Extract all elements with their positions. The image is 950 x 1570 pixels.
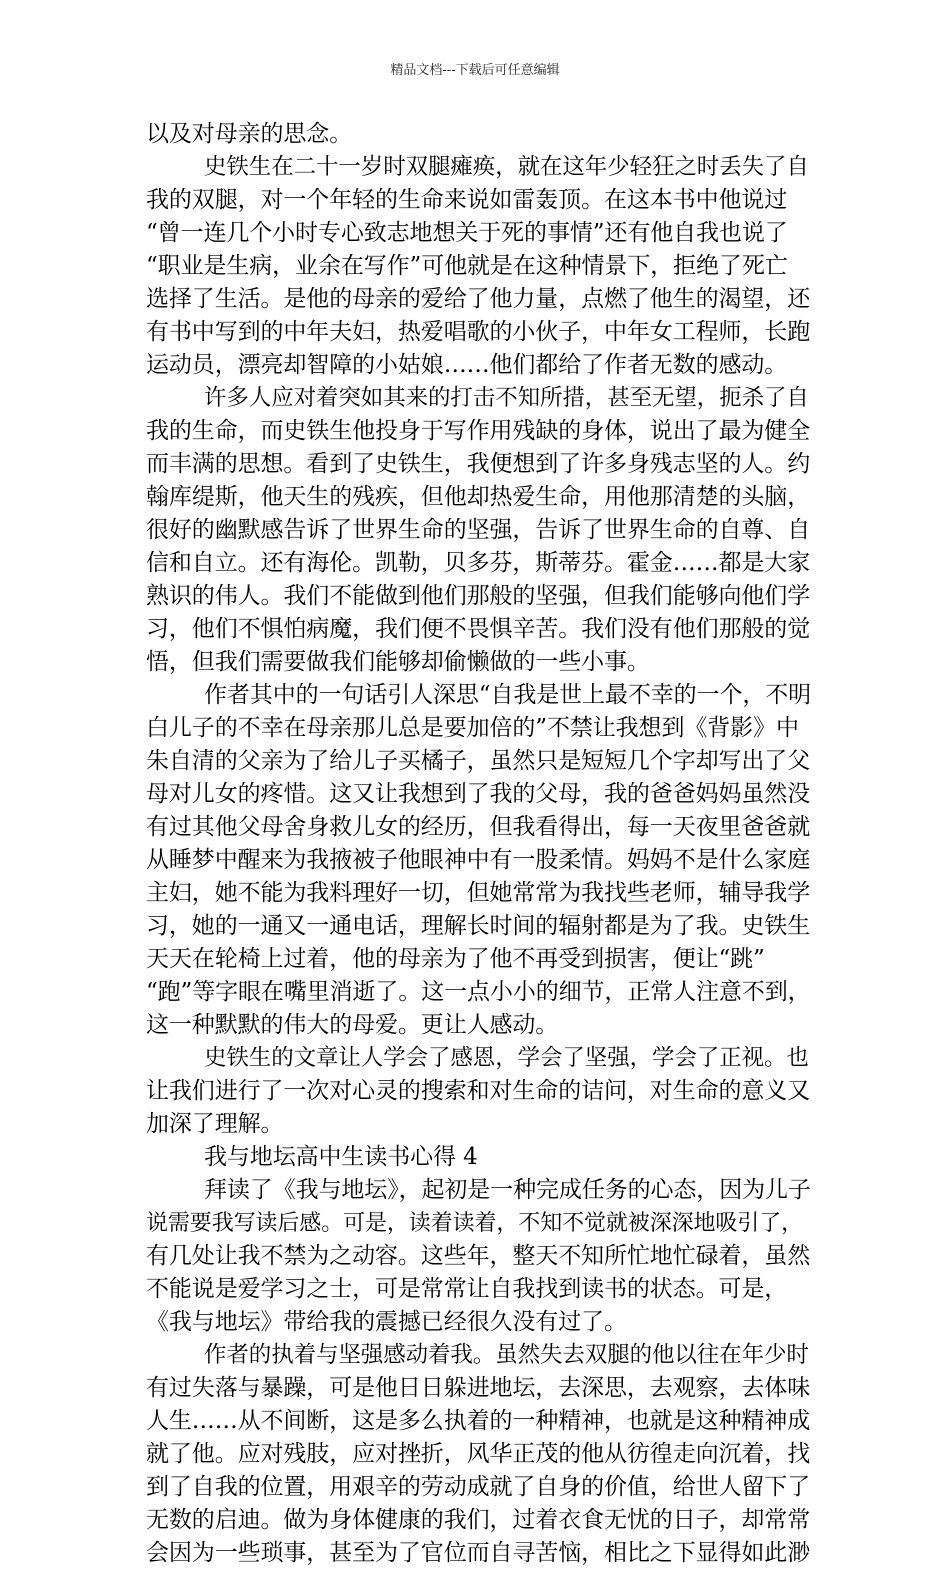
text-line: 天天在轮椅上过着，他的母亲为了他不再受到损害，便让“跳” — [146, 946, 765, 972]
text-line: 母对儿女的疼惜。这又让我想到了我的父母，我的爸爸妈妈虽然没 — [146, 781, 811, 807]
text-line: 翰库缇斯，他天生的残疾，但他却热爱生命，用他那清楚的头脑， — [146, 484, 811, 510]
text-line: 会因为一些琐事，甚至为了官位而自寻苦恼，相比之下显得如此渺 — [146, 1540, 811, 1566]
text-line: 朱自清的父亲为了给儿子买橘子，虽然只是短短几个字却写出了父 — [146, 748, 811, 774]
text-line: 就了他。应对残肢，应对挫折，风华正茂的他从彷徨走向沉着，找 — [146, 1441, 811, 1467]
text-line: 很好的幽默感告诉了世界生命的坚强，告诉了世界生命的自尊、自 — [146, 517, 811, 543]
text-line: “跑”等字眼在嘴里消逝了。这一点小小的细节，正常人注意不到， — [146, 979, 811, 1005]
text-line: 无数的启迪。做为身体健康的我们，过着衣食无忧的日子，却常常 — [146, 1507, 811, 1533]
text-line: 熟识的伟人。我们不能做到他们那般的坚强，但我们能够向他们学 — [146, 583, 811, 609]
text-line: 这一种默默的伟大的母爱。更让人感动。 — [146, 1012, 559, 1038]
text-line: 以及对母亲的思念。 — [146, 121, 353, 147]
text-line: 从睡梦中醒来为我掖被子他眼神中有一股柔情。妈妈不是什么家庭 — [146, 847, 811, 873]
text-line: 悟，但我们需要做我们能够却偷懒做的一些小事。 — [146, 649, 650, 675]
text-line: 习，她的一通又一通电话，理解长时间的辐射都是为了我。史铁生 — [146, 913, 811, 939]
text-line: 加深了理解。 — [146, 1111, 284, 1137]
page-header: 精品文档---下载后可任意编辑 — [390, 63, 560, 78]
text-line: 我的生命，而史铁生他投身于写作用残缺的身体，说出了最为健全 — [146, 418, 811, 444]
text-line: 我与地坛高中生读书心得 4 — [204, 1144, 478, 1170]
text-line: 有书中写到的中年夫妇，热爱唱歌的小伙子，中年女工程师，长跑 — [146, 319, 811, 345]
text-line: 习，他们不惧怕病魔，我们便不畏惧辛苦。我们没有他们那般的觉 — [146, 616, 811, 642]
text-line: 作者的执着与坚强感动着我。虽然失去双腿的他以往在年少时 — [204, 1342, 809, 1368]
text-line: 史铁生在二十一岁时双腿瘫痪，就在这年少轻狂之时丢失了自 — [204, 154, 809, 180]
text-line: 说需要我写读后感。可是，读着读着，不知不觉就被深深地吸引了， — [146, 1211, 804, 1236]
document-body — [146, 118, 816, 1570]
text-line: 有过失落与暴躁，可是他日日躲进地坛，去深思，去观察，去体味 — [146, 1375, 811, 1401]
text-line: 有过其他父母舍身救儿女的经历，但我看得出，每一天夜里爸爸就 — [146, 814, 811, 840]
text-line: 史铁生的文章让人学会了感恩，学会了坚强，学会了正视。也 — [204, 1045, 809, 1071]
text-line: 作者其中的一句话引人深思“自我是世上最不幸的一个，不明 — [204, 682, 812, 708]
text-line: 运动员，漂亮却智障的小姑娘……他们都给了作者无数的感动。 — [146, 352, 788, 378]
text-line: 许多人应对着突如其来的打击不知所措，甚至无望，扼杀了自 — [204, 385, 809, 411]
text-line: 主妇，她不能为我料理好一切，但她常常为我找些老师，辅导我学 — [146, 880, 811, 906]
text-line: 选择了生活。是他的母亲的爱给了他力量，点燃了他生的渴望，还 — [146, 286, 811, 312]
text-line: 不能说是爱学习之士，可是常常让自我找到读书的状态。可是， — [146, 1276, 788, 1302]
text-line: 白儿子的不幸在母亲那儿总是要加倍的”不禁让我想到《背影》中 — [146, 715, 799, 741]
text-line: “曾一连几个小时专心致志地想关于死的事情”还有他自我也说了 — [146, 220, 788, 246]
text-line: 到了自我的位置，用艰辛的劳动成就了自身的价值，给世人留下了 — [146, 1474, 811, 1500]
text-line: 信和自立。还有海伦。凯勒，贝多芬，斯蒂芬。霍金……都是大家 — [146, 550, 811, 576]
text-line: 有几处让我不禁为之动容。这些年，整天不知所忙地忙碌着，虽然 — [146, 1243, 811, 1269]
text-line: 《我与地坛》带给我的震撼已经很久没有过了。 — [146, 1309, 627, 1335]
text-line: 让我们进行了一次对心灵的搜索和对生命的诘问，对生命的意义又 — [146, 1078, 811, 1104]
text-line: 人生……从不间断，这是多么执着的一种精神，也就是这种精神成 — [146, 1408, 811, 1434]
text-line: 而丰满的思想。看到了史铁生，我便想到了许多身残志坚的人。约 — [146, 451, 811, 477]
text-line: 我的双腿，对一个年轻的生命来说如雷轰顶。在这本书中他说过 — [146, 187, 788, 213]
text-line: “职业是生病，业余在写作”可他就是在这种情景下，拒绝了死亡 — [146, 253, 788, 279]
text-line: 拜读了《我与地坛》，起初是一种完成任务的心态，因为儿子 — [204, 1177, 811, 1203]
